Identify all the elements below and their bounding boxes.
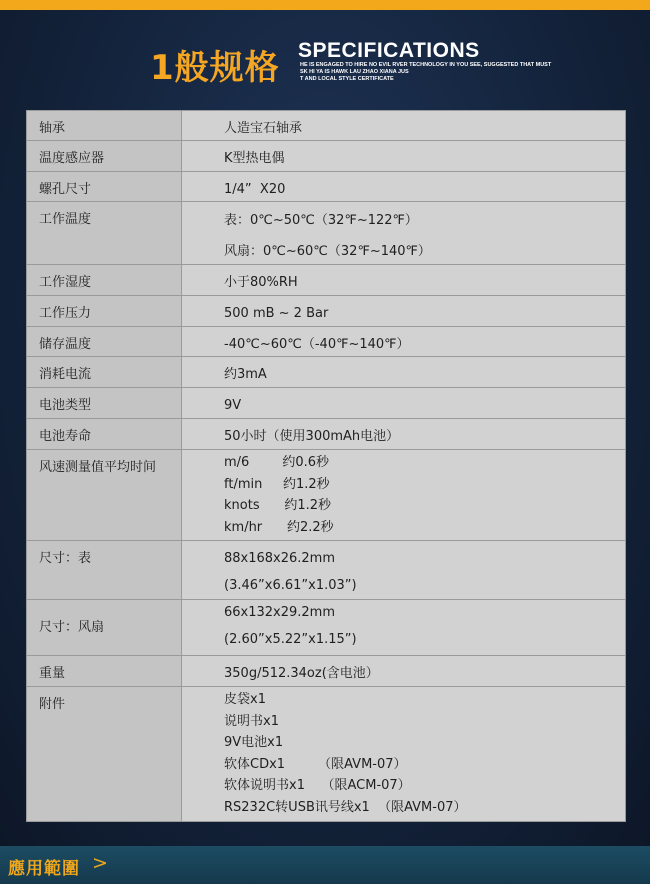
spec-value xyxy=(182,327,626,357)
chevron-right-icon[interactable]: > xyxy=(92,852,108,874)
spec-label: 工作湿度 xyxy=(27,265,182,296)
spec-table xyxy=(26,110,626,822)
spec-value-line: 88x168x26.2mm xyxy=(224,551,336,566)
spec-value-line: ft/min 约1.2秒 xyxy=(224,476,330,492)
spec-value xyxy=(182,265,626,296)
spec-value-line: 软体CDx1 （限AVM-07） xyxy=(224,756,407,772)
spec-value xyxy=(182,419,626,450)
spec-label: 工作温度 xyxy=(27,202,182,265)
section-title-cn: 1般规格 xyxy=(150,48,280,88)
spec-value-line: 1/4” X20 xyxy=(224,182,286,197)
spec-value-line: 9V xyxy=(224,398,242,413)
section-header xyxy=(0,10,650,110)
spec-value-line: 9V电池x1 xyxy=(224,735,284,750)
applications-link[interactable]: 應用範圍 xyxy=(8,859,80,879)
spec-label: 电池类型 xyxy=(27,388,182,419)
table-row xyxy=(27,687,626,822)
spec-value xyxy=(182,600,626,656)
spec-value-line: 350g/512.34oz(含电池） xyxy=(224,666,379,681)
applications-bar[interactable] xyxy=(0,846,650,884)
spec-value-line: km/hr 约2.2秒 xyxy=(224,519,334,535)
spec-value-line: -40℃~60℃（-40℉~140℉） xyxy=(224,337,410,352)
spec-value-line: 皮袋x1 xyxy=(224,692,266,707)
table-row xyxy=(27,111,626,141)
table-row xyxy=(27,202,626,265)
table-row xyxy=(27,265,626,296)
spec-label: 电池寿命 xyxy=(27,419,182,450)
spec-value-line: 小于80%RH xyxy=(224,275,298,290)
spec-label: 温度感应器 xyxy=(27,141,182,172)
spec-value-line: (2.60”x5.22”x1.15”) xyxy=(224,632,357,647)
spec-value-line: 表：0℃~50℃（32℉~122℉） xyxy=(224,213,418,228)
spec-label: 储存温度 xyxy=(27,327,182,357)
table-row xyxy=(27,450,626,541)
table-row xyxy=(27,600,626,656)
spec-label: 螺孔尺寸 xyxy=(27,172,182,202)
table-row xyxy=(27,656,626,687)
spec-value-line: (3.46”x6.61”x1.03”) xyxy=(224,578,357,593)
table-row xyxy=(27,419,626,450)
spec-label: 尺寸：风扇 xyxy=(27,600,182,656)
spec-value xyxy=(182,202,626,265)
spec-value-line: 50小时（使用300mAh电池） xyxy=(224,429,400,444)
spec-label: 附件 xyxy=(27,687,182,822)
spec-value-line: RS232C转USB讯号线x1 （限AVM-07） xyxy=(224,799,467,815)
spec-label: 风速测量值平均时间 xyxy=(27,450,182,541)
spec-value xyxy=(182,141,626,172)
top-accent-bar xyxy=(0,0,650,10)
spec-value xyxy=(182,172,626,202)
table-row xyxy=(27,327,626,357)
spec-label: 轴承 xyxy=(27,111,182,141)
spec-value-line: m/6 约0.6秒 xyxy=(224,455,330,470)
spec-value-line: knots 约1.2秒 xyxy=(224,498,332,513)
spec-value xyxy=(182,687,626,822)
spec-label: 尺寸：表 xyxy=(27,541,182,600)
spec-value xyxy=(182,357,626,388)
subtitle-line: HE IS ENGAGED TO HIRE NO EVIL RVER TECHNOLOGY IN YOU SEE, SUGGESTED THAT MUST xyxy=(300,62,552,68)
spec-value-line: K型热电偶 xyxy=(224,151,285,166)
spec-value-line: 风扇：0℃~60℃（32℉~140℉） xyxy=(224,244,431,259)
table-row xyxy=(27,141,626,172)
table-row xyxy=(27,357,626,388)
spec-value-line: 说明书x1 xyxy=(224,713,279,729)
spec-label: 重量 xyxy=(27,656,182,687)
spec-value-line: 500 mB ~ 2 Bar xyxy=(224,306,329,321)
spec-value xyxy=(182,450,626,541)
spec-label: 消耗电流 xyxy=(27,357,182,388)
spec-value xyxy=(182,296,626,327)
section-title-en: SPECIFICATIONS xyxy=(298,39,480,62)
spec-value xyxy=(182,388,626,419)
spec-value xyxy=(182,111,626,141)
spec-value-line: 软体说明书x1 （限ACM-07） xyxy=(224,778,411,793)
spec-value xyxy=(182,656,626,687)
subtitle-line: SK HI YA IS HAWK LAU ZHAO XIANA JUS xyxy=(300,69,409,75)
spec-value-line: 约3mA xyxy=(224,367,267,382)
table-row xyxy=(27,172,626,202)
table-row xyxy=(27,296,626,327)
spec-value-line: 66x132x29.2mm xyxy=(224,605,336,620)
spec-value-line: 人造宝石轴承 xyxy=(224,121,303,136)
table-row xyxy=(27,388,626,419)
section-subtitle xyxy=(300,62,590,83)
table-row xyxy=(27,541,626,600)
spec-value xyxy=(182,541,626,600)
spec-label: 工作压力 xyxy=(27,296,182,327)
subtitle-line: T AND LOCAL STYLE CERTIFICATE xyxy=(300,76,394,82)
